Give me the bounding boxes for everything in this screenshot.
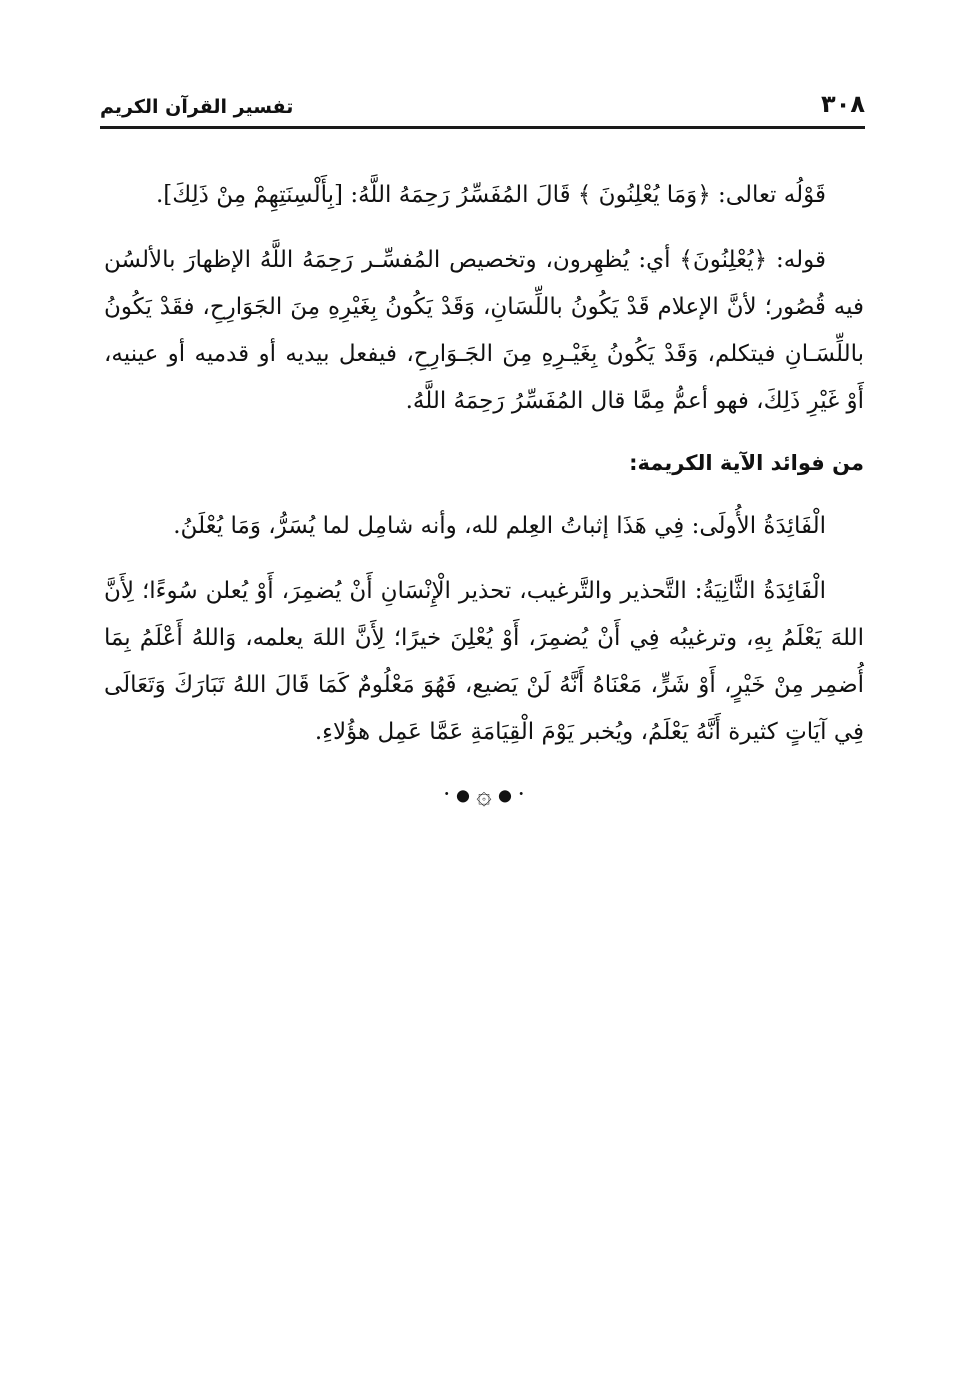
divider-dot-icon: • xyxy=(518,789,525,801)
running-title: تفسير القرآن الكريم xyxy=(100,96,294,118)
divider-dot-icon: ● xyxy=(456,785,471,805)
ornament-icon: ۞ xyxy=(476,780,492,811)
section-heading: من فوائد الآية الكريمة: xyxy=(629,451,864,475)
divider-dot-icon: • xyxy=(443,789,450,801)
paragraph-benefit-two: الْفَائِدَةُ الثَّانِيَةُ: التَّحذير والتَّرغيب، تحذير الْإِنْسَانِ أَنْ يُضمِرَ، أَوْ يُعلن سُوءًا؛ لِأَنَّ اللهَ يَعْلَمُ بِهِ، وترغيبُه فِي أَنْ يُضمِرَ، أَوْ يُعْلِنَ خيرًا؛ لِأَنَّ اللهَ يعلمه، وَاللهُ أَعْلَمُ بِمَا أُضمِر مِنْ خَيْرٍ، أَوْ شَرٍّ، مَعْنَاهُ أَنَّهُ لَنْ يَضيع، فَهُوَ مَعْلُومٌ كَمَا قَالَ اللهُ تَبَارَكَ وَتَعَالَى فِي آيَاتٍ كثيرة أَنَّهُ يَعْلَمُ، ويُخبر يَوْمَ الْقِيَامَةِ عَمَّا عَمِل هؤُلاءِ. xyxy=(104,578,864,745)
header-rule xyxy=(100,126,865,129)
paragraph-commentary: قوله: ﴿يُعْلِنُونَ﴾ أي: يُظهِرون، وتخصيص المُفسِّـر رَحِمَهُ اللَّهُ الإظهارَ بالألسُن فيه قُصُور؛ لأنَّ الإعلام قَدْ يَكُونُ باللِّسَانِ، وَقَدْ يَكُونُ بِغَيْرِهِ مِنَ الجَوَارِحِ، فقَدْ يَكُونُ باللِّسَـانِ فيتكلم، وَقَدْ يَكُونُ بِغَيْـرِهِ مِنَ الجَـوَارِحِ، فيفعل بيديه أو قدميه أو عينيه، أَوْ غَيْرِ ذَلِكَ، فهو أعمُّ مِمَّا قال المُفَسِّرُ رَحِمَهُ اللَّهُ. xyxy=(104,247,864,414)
paragraph-verse-quote: قَوْلُه تعالى: ﴿وَمَا يُعْلِنُونَ ﴾ قَالَ المُفَسِّرُ رَحِمَهُ اللَّهُ: [بِأَلْسِنَتِهِمْ مِنْ ذَلِكَ]. xyxy=(155,182,826,208)
divider-dot-icon: ● xyxy=(497,785,512,805)
page-number: ٣٠٨ xyxy=(821,90,865,118)
paragraph-benefit-one: الْفَائِدَةُ الأُولَى: فِي هَذَا إثباتُ العِلم لله، وأنه شامِل لما يُسَرُّ، وَمَا يُعْلَنُ. xyxy=(173,513,826,539)
page-body xyxy=(104,172,864,816)
section-divider xyxy=(104,774,864,816)
page-header xyxy=(100,88,865,128)
